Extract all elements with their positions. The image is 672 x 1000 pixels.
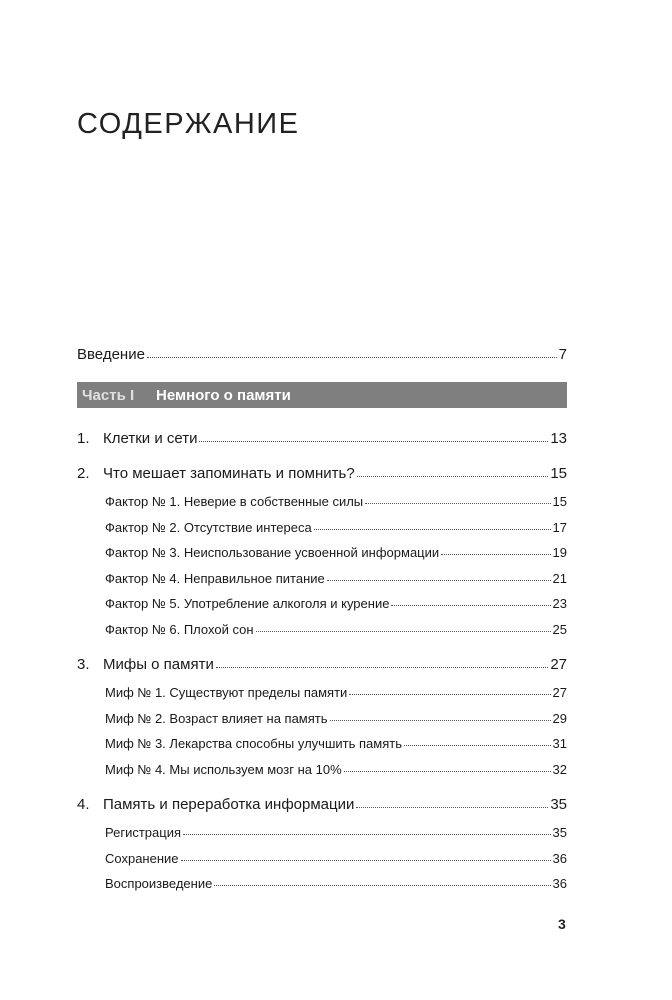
- toc-entry-label: Мифы о памяти: [103, 656, 214, 673]
- dot-leader: [441, 554, 550, 555]
- toc-entry-page: 19: [552, 545, 567, 560]
- dot-leader: [183, 834, 551, 835]
- part-title: Немного о памяти: [156, 386, 291, 404]
- dot-leader: [327, 580, 551, 581]
- toc-entry-subsection[interactable]: [77, 588, 567, 610]
- toc-entry-page: 27: [550, 656, 567, 673]
- toc-entry-page: 13: [550, 430, 567, 447]
- dot-leader: [344, 771, 551, 772]
- toc-entry-page: 29: [552, 710, 567, 726]
- toc-entry-page: 7: [558, 346, 567, 363]
- toc-entry-label: Фактор № 6. Плохой сон: [105, 621, 254, 637]
- toc-entry-page: 35: [550, 796, 567, 813]
- toc-entry-page: 36: [552, 876, 567, 891]
- toc-entry-page: 27: [552, 685, 567, 700]
- toc-entry-label: Сохранение: [105, 850, 179, 866]
- dot-leader: [365, 503, 550, 504]
- toc-entry-label: Что мешает запоминать и помнить?: [103, 465, 355, 482]
- toc-entry-subsection[interactable]: [77, 728, 567, 750]
- dot-leader: [330, 720, 551, 721]
- toc-entry-subsection[interactable]: [77, 614, 567, 636]
- toc-entry-page: 35: [552, 825, 567, 840]
- dot-leader: [357, 476, 549, 477]
- toc-entry-page: 17: [552, 519, 567, 535]
- toc-entry-label: Фактор № 2. Отсутствие интереса: [105, 519, 312, 535]
- toc-entry-chapter[interactable]: [77, 790, 567, 812]
- toc-entry-subsection[interactable]: [77, 817, 567, 839]
- dot-leader: [356, 807, 548, 808]
- toc-entry-subsection[interactable]: [77, 486, 567, 508]
- toc-entry-label: Клетки и сети: [103, 430, 198, 447]
- dot-leader: [256, 631, 551, 632]
- toc-entry-page: 21: [552, 570, 567, 586]
- dot-leader: [391, 605, 550, 606]
- toc-entry-label: Фактор № 5. Употребление алкоголя и курение: [105, 596, 390, 611]
- dot-leader: [147, 357, 557, 358]
- toc-entry-label: Память и переработка информации: [103, 796, 355, 813]
- toc-entry-number: 2.: [77, 465, 90, 482]
- toc-entry-subsection[interactable]: [77, 868, 567, 890]
- toc-entry-page: 25: [552, 621, 567, 637]
- toc-entry-label: Фактор № 3. Неиспользование усвоенной информации: [105, 545, 440, 560]
- toc-entry-page: 36: [552, 850, 567, 866]
- toc-entry-page: 23: [552, 596, 567, 611]
- toc-entry-page: 31: [552, 736, 567, 751]
- dot-leader: [199, 441, 548, 442]
- toc-entry-chapter[interactable]: [77, 424, 567, 446]
- toc-entry-chapter[interactable]: [77, 650, 567, 672]
- dot-leader: [349, 694, 550, 695]
- toc-entry-subsection[interactable]: [77, 512, 567, 534]
- toc-entry-page: 15: [552, 494, 567, 509]
- toc-entry-label: Воспроизведение: [105, 876, 213, 891]
- toc-entry-number: 3.: [77, 656, 90, 673]
- toc-entry-number: 4.: [77, 796, 90, 813]
- dot-leader: [404, 745, 551, 746]
- toc-entry-label: Миф № 2. Возраст влияет на память: [105, 710, 328, 726]
- toc-entry-number: 1.: [77, 430, 90, 447]
- dot-leader: [181, 860, 551, 861]
- toc-entry-subsection[interactable]: [77, 563, 567, 585]
- page-title: СОДЕРЖАНИЕ: [77, 108, 300, 140]
- toc-entry-label: Регистрация: [105, 825, 181, 840]
- toc-entry-label: Введение: [77, 346, 145, 363]
- toc-entry-subsection[interactable]: [77, 537, 567, 559]
- toc-entry-subsection[interactable]: [77, 754, 567, 776]
- toc-entry-label: Миф № 1. Существуют пределы памяти: [105, 685, 348, 700]
- dot-leader: [314, 529, 551, 530]
- toc-entry-page: 15: [550, 465, 567, 482]
- toc-entry-subsection[interactable]: [77, 677, 567, 699]
- toc-entry-intro[interactable]: [77, 340, 567, 362]
- toc-entry-label: Фактор № 4. Неправильное питание: [105, 570, 325, 586]
- toc-entry-label: Миф № 4. Мы используем мозг на 10%: [105, 761, 342, 777]
- part-header: [77, 382, 567, 408]
- toc-entry-label: Миф № 3. Лекарства способны улучшить память: [105, 736, 402, 751]
- dot-leader: [216, 667, 548, 668]
- toc-entry-subsection[interactable]: [77, 843, 567, 865]
- toc-entry-label: Фактор № 1. Неверие в собственные силы: [105, 494, 364, 509]
- toc-entry-page: 32: [552, 761, 567, 777]
- dot-leader: [214, 885, 550, 886]
- toc-entry-chapter[interactable]: [77, 459, 567, 481]
- toc-entry-subsection[interactable]: [77, 703, 567, 725]
- part-label: Часть I: [82, 386, 135, 404]
- page-number: 3: [558, 916, 566, 932]
